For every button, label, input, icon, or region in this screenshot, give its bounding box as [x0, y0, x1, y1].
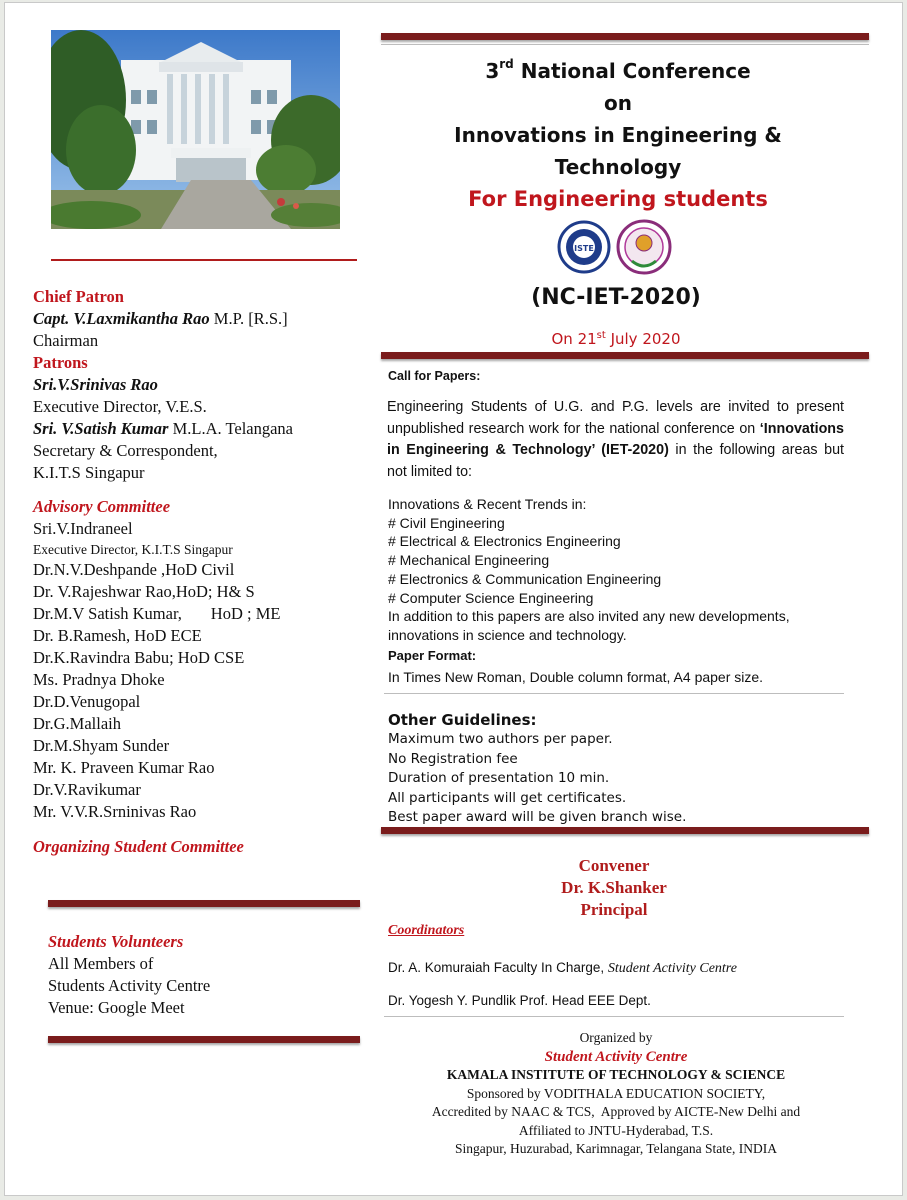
areas-heading: Innovations & Recent Trends in:	[388, 496, 587, 512]
patron2-role1: Secretary & Correspondent,	[33, 441, 218, 460]
sponsor-line: Sponsored by VODITHALA EDUCATION SOCIETY,	[466, 1085, 766, 1101]
advisory-member: Dr.M.Shyam Sunder	[33, 736, 170, 755]
guideline-item: Best paper award will be given branch wise.	[388, 809, 687, 825]
advisory-member: Dr.G.Mallaih	[33, 714, 121, 733]
coordinator-1-name: Dr. A. Komuraiah Faculty In Charge,	[388, 960, 608, 975]
logos	[556, 213, 676, 283]
area-item: # Mechanical Engineering	[388, 552, 550, 569]
affiliation-line: Affiliated to JNTU-Hyderabad, T.S.	[518, 1122, 714, 1138]
brochure-page	[4, 2, 903, 1196]
convener-name: Dr. K.Shanker	[561, 878, 667, 897]
advisory-member: Dr. B.Ramesh, HoD ECE	[33, 626, 202, 645]
patron1-role: Executive Director, V.E.S.	[33, 397, 207, 416]
venue-text: Venue: Google Meet	[48, 998, 185, 1017]
patron2-suffix: M.L.A. Telangana	[168, 419, 294, 438]
patrons-heading: Patrons	[33, 353, 88, 372]
college-seal-icon	[618, 221, 670, 273]
accreditation-line: Accredited by NAAC & TCS, Approved by AICTE-New Delhi and	[431, 1104, 801, 1119]
advisory-member: Executive Director, K.I.T.S Singapur	[33, 542, 233, 557]
volunteers-top-bar	[48, 900, 360, 907]
iste-logo-text: ISTE	[574, 244, 594, 253]
other-guidelines	[388, 710, 848, 828]
iste-logo-icon	[559, 222, 609, 272]
advisory-member: Mr. K. Praveen Kumar Rao	[33, 758, 215, 777]
call-intro-part2: in the following areas but not limited to:	[387, 442, 844, 480]
title-line4: Technology	[554, 155, 682, 179]
chief-patron-heading: Chief Patron	[33, 287, 124, 306]
organizer-block	[383, 1029, 849, 1159]
convener-block	[384, 855, 844, 921]
volunteers-line2: Students Activity Centre	[48, 976, 211, 995]
date-rest: July 2020	[605, 330, 681, 348]
conference-acronym: (NC-IET-2020)	[531, 285, 701, 310]
title-line3: Innovations in Engineering &	[454, 123, 782, 147]
area-item: # Electronics & Communication Engineering	[388, 570, 662, 587]
left-separator-line	[51, 259, 357, 261]
coordinator-1-unit: Student Activity Centre	[607, 961, 737, 976]
organizer-centre: Student Activity Centre	[544, 1048, 688, 1065]
convener-role: Principal	[580, 900, 648, 919]
guideline-item: Duration of presentation 10 min.	[388, 770, 610, 786]
call-heading: Call for Papers:	[388, 369, 481, 383]
call-intro-part1: Engineering Students of U.G. and P.G. levels are invited to present unpublished research work for the national conference on	[387, 399, 844, 437]
advisory-member: Dr.N.V.Deshpande ,HoD Civil	[33, 560, 235, 579]
title-audience: For Engineering students	[468, 187, 768, 211]
top-separator-bar	[381, 33, 869, 40]
chief-patron-role: Chairman	[33, 331, 99, 350]
coordinator-2: Dr. Yogesh Y. Pundlik Prof. Head EEE Dept.	[388, 993, 651, 1008]
coordinators-divider	[384, 1016, 844, 1017]
volunteers-box	[48, 931, 358, 1019]
call-for-papers	[384, 369, 844, 687]
format-heading: Paper Format:	[388, 647, 477, 663]
title-line1: National Conference	[513, 59, 751, 83]
call-intro	[387, 397, 844, 483]
date-suffix: st	[596, 330, 606, 341]
format-text: In Times New Roman, Double column format, A4 paper size.	[388, 669, 764, 686]
advisory-heading: Advisory Committee	[33, 497, 171, 516]
advisory-member: Dr.V.Ravikumar	[33, 780, 141, 799]
area-item: # Electrical & Electronics Engineering	[388, 533, 621, 550]
volunteers-bottom-bar	[48, 1036, 360, 1043]
date-prefix: On 21	[551, 330, 597, 348]
committee-column	[33, 286, 363, 858]
area-item: # Computer Science Engineering	[388, 589, 594, 606]
building-image	[51, 30, 340, 229]
coordinator-1	[388, 960, 737, 977]
chief-patron-suffix: M.P. [R.S.]	[209, 309, 288, 328]
call-separator-bar	[381, 352, 869, 359]
areas-list	[388, 495, 844, 687]
guideline-item: All participants will get certificates.	[388, 789, 627, 806]
conference-title	[383, 55, 853, 215]
advisory-member: Mr. V.V.R.Srninivas Rao	[33, 802, 197, 821]
advisory-member: Dr.M.V Satish Kumar, HoD ; ME	[33, 604, 281, 623]
area-item: # Civil Engineering	[388, 514, 505, 531]
patron2-role2: K.I.T.S Singapur	[33, 463, 145, 482]
advisory-member: Ms. Pradnya Dhoke	[33, 670, 165, 689]
format-divider	[384, 693, 844, 694]
advisory-member: Dr.K.Ravindra Babu; HoD CSE	[33, 648, 245, 667]
patron1-name: Sri.V.Srinivas Rao	[33, 375, 158, 394]
call-intro-bold: ‘Innovations in Engineering & Technology’ (IET-2020)	[387, 420, 844, 458]
addition-line1: In addition to this papers are also invited any new developments,	[388, 608, 790, 625]
guideline-item: Maximum two authors per paper.	[388, 731, 613, 747]
coordinators-heading: Coordinators	[388, 923, 465, 938]
top-separator-line	[381, 44, 869, 45]
guidelines-heading: Other Guidelines:	[388, 711, 537, 729]
institute-name: KAMALA INSTITUTE OF TECHNOLOGY & SCIENCE	[446, 1067, 786, 1082]
college-building-photo	[51, 30, 340, 229]
title-line2: on	[604, 91, 632, 115]
logos-svg	[556, 213, 676, 283]
organizing-heading: Organizing Student Committee	[33, 837, 244, 856]
guidelines-separator-bar	[381, 827, 869, 834]
addition-line2: innovations in science and technology.	[388, 626, 627, 643]
title-ordinal-suffix: rd	[499, 57, 514, 72]
advisory-member: Sri.V.Indraneel	[33, 519, 133, 538]
chief-patron-name: Capt. V.Laxmikantha Rao	[33, 309, 210, 328]
advisory-member: Dr. V.Rajeshwar Rao,HoD; H& S	[33, 582, 255, 601]
convener-heading: Convener	[578, 856, 650, 875]
title-ordinal: 3	[485, 59, 500, 83]
volunteers-heading: Students Volunteers	[48, 932, 184, 951]
patron2-name: Sri. V.Satish Kumar	[33, 419, 169, 438]
guideline-item: No Registration fee	[388, 750, 518, 767]
address-line: Singapur, Huzurabad, Karimnagar, Telangana State, INDIA	[455, 1141, 777, 1156]
organized-by: Organized by	[579, 1030, 653, 1045]
conference-date	[383, 330, 849, 348]
volunteers-line1: All Members of	[48, 954, 154, 973]
advisory-member: Dr.D.Venugopal	[33, 692, 141, 711]
